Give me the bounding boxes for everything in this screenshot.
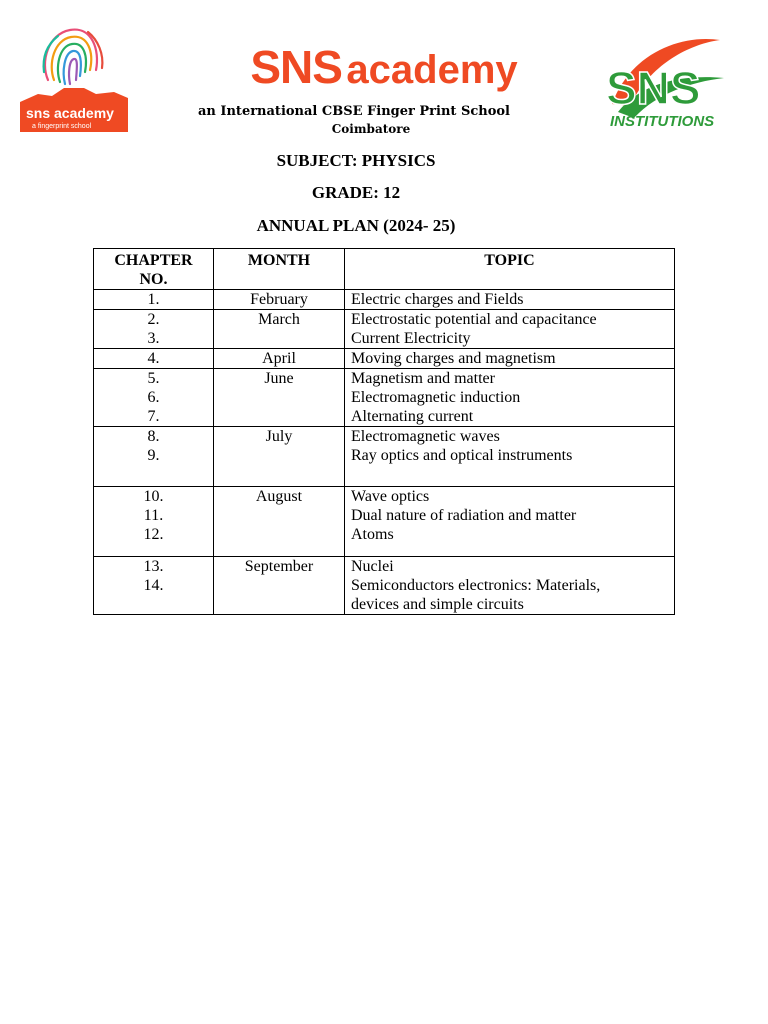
annual-plan-heading: ANNUAL PLAN (2024- 25) [256, 216, 456, 235]
table-row [94, 557, 675, 615]
chapter-number-cell [94, 349, 214, 369]
topic-cell [345, 310, 675, 349]
month-cell: March [214, 310, 345, 349]
table-row [94, 290, 675, 310]
svg-text:SNS: SNS [606, 62, 701, 114]
table-row [94, 310, 675, 349]
topic-cell [345, 290, 675, 310]
chapter-number: 4. [147, 350, 160, 367]
chapter-number-cell [94, 557, 214, 615]
subject-heading: SUBJECT: PHYSICS [276, 151, 436, 170]
topic-line: Wave optics [351, 488, 430, 505]
table-body [94, 290, 675, 615]
chapter-number: 7. [147, 408, 160, 425]
topic-line: Atoms [351, 526, 394, 543]
chapter-number: 9. [147, 447, 160, 464]
chapter-number-cell [94, 487, 214, 557]
chapter-number: 1. [147, 291, 160, 308]
month-cell: April [214, 349, 345, 369]
topic-cell [345, 369, 675, 427]
chapter-number: 8. [147, 428, 160, 445]
topic-line: Current Electricity [351, 330, 471, 347]
svg-text:INSTITUTIONS: INSTITUTIONS [610, 113, 715, 130]
chapter-number: 12. [143, 526, 164, 543]
grade-heading: GRADE: 12 [311, 183, 401, 202]
chapter-number: 6. [147, 389, 160, 406]
chapter-no-header: CHAPTER NO. [94, 249, 214, 290]
month-cell: August [214, 487, 345, 557]
chapter-number-cell [94, 427, 214, 487]
brand-sns-text: SNS [250, 41, 342, 93]
topic-cell [345, 557, 675, 615]
month-cell: June [214, 369, 345, 427]
topic-line: Electromagnetic induction [351, 389, 521, 406]
annual-plan-table [93, 248, 675, 615]
table-row [94, 349, 675, 369]
school-city: Coimbatore [331, 122, 411, 136]
chapter-number-cell [94, 369, 214, 427]
chapter-number: 11. [143, 507, 164, 524]
month-cell: February [214, 290, 345, 310]
chapter-number: 3. [147, 330, 160, 347]
topic-line: Electromagnetic waves [351, 428, 500, 445]
table-row [94, 427, 675, 487]
month-cell: September [214, 557, 345, 615]
chapter-number-cell [94, 310, 214, 349]
topic-line: Dual nature of radiation and matter [351, 507, 577, 524]
topic-line: Electric charges and Fields [351, 291, 524, 308]
topic-line: Magnetism and matter [351, 370, 495, 387]
svg-text:a fingerprint school: a fingerprint school [32, 123, 92, 130]
sns-institutions-logo-icon [600, 34, 730, 132]
svg-text:sns academy: sns academy [26, 105, 114, 121]
topic-line: Moving charges and magnetism [351, 350, 556, 367]
table-row [94, 369, 675, 427]
table-row [94, 487, 675, 557]
topic-line: Ray optics and optical instruments [351, 447, 573, 464]
topic-header: TOPIC [345, 249, 675, 290]
chapter-number-cell [94, 290, 214, 310]
chapter-number: 5. [147, 370, 160, 387]
chapter-number: 10. [143, 488, 164, 505]
month-header: MONTH [214, 249, 345, 290]
topic-line: Semiconductors electronics: Materials, [351, 577, 601, 594]
topic-cell [345, 487, 675, 557]
topic-line: devices and simple circuits [351, 596, 524, 613]
topic-line: Alternating current [351, 408, 474, 425]
topic-cell [345, 427, 675, 487]
brand-academy-text: academy [346, 48, 518, 92]
chapter-number: 14. [143, 577, 164, 594]
month-cell: July [214, 427, 345, 487]
table-header-row [94, 249, 675, 290]
school-tagline: an International CBSE Finger Print School [198, 104, 510, 119]
topic-line: Electrostatic potential and capacitance [351, 311, 597, 328]
chapter-number: 13. [143, 558, 164, 575]
sns-institutions-logo [600, 34, 730, 132]
chapter-number: 2. [147, 311, 160, 328]
topic-line: Nuclei [351, 558, 394, 575]
topic-cell [345, 349, 675, 369]
